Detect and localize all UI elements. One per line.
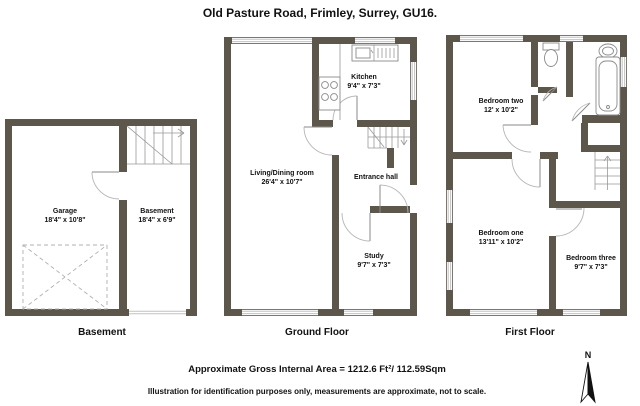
kitchen-window-top bbox=[355, 38, 395, 43]
wc-window bbox=[560, 36, 583, 41]
disclaimer-text: Illustration for identification purposes only, measurements are approximate, not to scale. bbox=[147, 387, 487, 396]
room-label-bedroom-one bbox=[478, 229, 523, 247]
bedroom-one-window-side-b bbox=[447, 262, 452, 290]
room-dims: 13'11" x 10'2" bbox=[478, 239, 524, 246]
page-title: Old Pasture Road, Frimley, Surrey, GU16. bbox=[202, 6, 438, 20]
caption-basement: Basement bbox=[78, 327, 126, 338]
study-window bbox=[344, 310, 373, 315]
room-label-garage bbox=[44, 207, 85, 225]
room-name: Bedroom one bbox=[478, 230, 524, 237]
bedroom-two-window bbox=[460, 36, 523, 41]
room-dims: 26'4" x 10'7" bbox=[261, 179, 303, 186]
kitchen-sink-unit bbox=[352, 45, 398, 61]
room-label-bedroom-three bbox=[566, 254, 616, 272]
room-name: Bedroom three bbox=[566, 255, 616, 262]
room-name: Study bbox=[364, 253, 384, 260]
bedroom-three-window bbox=[563, 310, 600, 315]
room-label-entrance-hall bbox=[354, 173, 398, 182]
north-label: N bbox=[584, 350, 592, 360]
bathtub bbox=[596, 57, 620, 115]
room-name: Kitchen bbox=[351, 74, 377, 81]
room-label-study bbox=[357, 252, 390, 270]
gross-internal-area-text: Approximate Gross Internal Area = 1212.6 Ft²/ 112.59Sqm bbox=[188, 364, 446, 375]
room-dims: 9'7" x 7'3" bbox=[574, 264, 608, 271]
living-room-window-rear bbox=[242, 310, 318, 315]
room-name: Living/Dining room bbox=[250, 170, 314, 177]
room-dims: 9'7" x 7'3" bbox=[357, 262, 391, 269]
bedroom-one-window-side-a bbox=[447, 190, 452, 223]
first-floor-drawing bbox=[446, 35, 627, 316]
basement-window bbox=[129, 309, 186, 316]
room-dims: 18'4" x 6'9" bbox=[138, 217, 176, 224]
bathroom-sink bbox=[599, 44, 617, 58]
bathroom-window bbox=[621, 57, 626, 87]
room-name: Bedroom two bbox=[478, 98, 524, 105]
room-name: Entrance hall bbox=[354, 174, 398, 181]
room-dims: 9'4" x 7'3" bbox=[347, 83, 381, 90]
room-name: Garage bbox=[52, 208, 78, 215]
living-room-window-front bbox=[232, 38, 312, 43]
room-name: Basement bbox=[140, 208, 174, 215]
room-label-bedroom-two bbox=[479, 97, 524, 115]
room-label-living-dining bbox=[250, 169, 314, 187]
north-arrow-icon bbox=[578, 360, 598, 404]
room-dims: 12' x 10'2" bbox=[484, 107, 518, 114]
room-label-basement bbox=[138, 207, 175, 225]
bedroom-one-window-rear bbox=[470, 310, 537, 315]
toilet bbox=[543, 43, 559, 67]
room-label-kitchen bbox=[347, 73, 380, 91]
caption-ground-floor: Ground Floor bbox=[285, 327, 349, 338]
kitchen-window-side bbox=[411, 62, 416, 100]
first-floor-plan bbox=[446, 35, 627, 316]
room-dims: 18'4" x 10'8" bbox=[44, 217, 86, 224]
caption-first-floor: First Floor bbox=[505, 327, 555, 338]
